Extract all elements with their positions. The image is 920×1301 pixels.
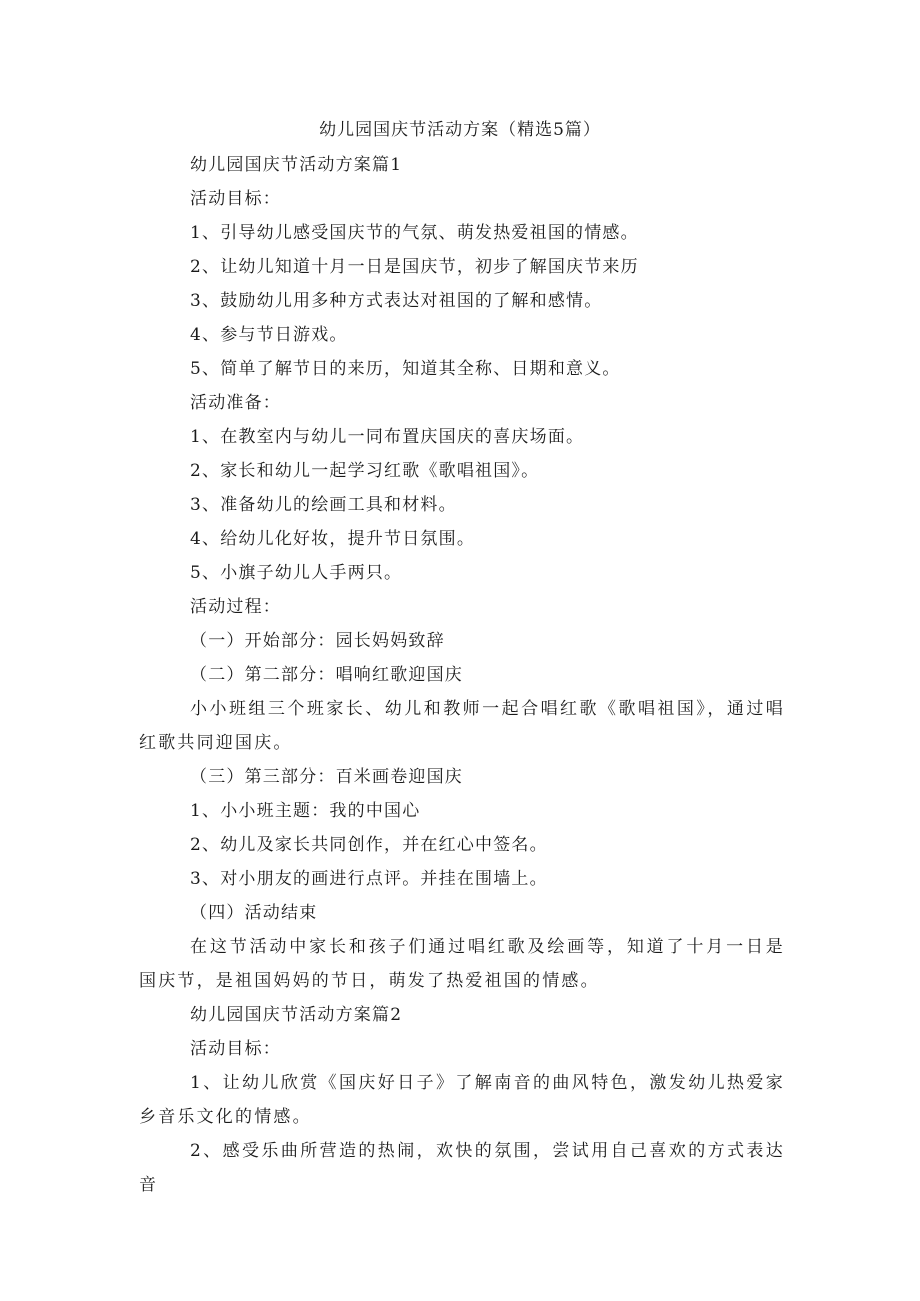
paragraph: （一）开始部分：园长妈妈致辞 <box>190 631 445 651</box>
subheading-goals-2: 活动目标： <box>190 1039 281 1059</box>
paragraph: 1、小小班主题：我的中国心 <box>190 801 421 821</box>
paragraph: 3、鼓励幼儿用多种方式表达对祖国的了解和感情。 <box>190 291 603 311</box>
paragraph: （三）第三部分：百米画卷迎国庆 <box>190 767 463 787</box>
paragraph: 4、给幼儿化好妆，提升节日氛围。 <box>190 529 476 549</box>
section-heading-1: 幼儿园国庆节活动方案篇1 <box>190 155 403 175</box>
paragraph: 2、家长和幼儿一起学习红歌《歌唱祖国》。 <box>190 461 540 481</box>
paragraph: （二）第二部分：唱响红歌迎国庆 <box>190 665 463 685</box>
paragraph: 2、感受乐曲所营造的热闹，欢快的氛围，尝试用自己喜欢的方式表达音 <box>139 1141 785 1195</box>
paragraph: 3、对小朋友的画进行点评。并挂在围墙上。 <box>190 869 548 889</box>
document-title: 幼儿园国庆节活动方案（精选5篇） <box>319 120 601 140</box>
paragraph: 1、引导幼儿感受国庆节的气氛、萌发热爱祖国的情感。 <box>190 223 639 243</box>
section-heading-2: 幼儿园国庆节活动方案篇2 <box>190 1005 403 1025</box>
paragraph: 在这节活动中家长和孩子们通过唱红歌及绘画等，知道了十月一日是国庆节，是祖国妈妈的节日，萌发了热爱祖国的情感。 <box>139 937 785 991</box>
paragraph: （四）活动结束 <box>190 903 318 923</box>
paragraph: 2、让幼儿知道十月一日是国庆节，初步了解国庆节来历 <box>190 257 639 277</box>
paragraph: 小小班组三个班家长、幼儿和教师一起合唱红歌《歌唱祖国》，通过唱红歌共同迎国庆。 <box>139 699 785 753</box>
subheading-process: 活动过程： <box>190 597 281 617</box>
subheading-goals-1: 活动目标： <box>190 189 281 209</box>
paragraph: 5、小旗子幼儿人手两只。 <box>190 563 403 583</box>
paragraph: 5、简单了解节日的来历，知道其全称、日期和意义。 <box>190 359 621 379</box>
paragraph: 1、让幼儿欣赏《国庆好日子》了解南音的曲风特色，激发幼儿热爱家乡音乐文化的情感。 <box>139 1073 785 1127</box>
paragraph: 1、在教室内与幼儿一同布置庆国庆的喜庆场面。 <box>190 427 585 447</box>
paragraph: 2、幼儿及家长共同创作，并在红心中签名。 <box>190 835 548 855</box>
document-body <box>139 148 785 1202</box>
paragraph: 4、参与节日游戏。 <box>190 325 348 345</box>
subheading-preparation: 活动准备： <box>190 393 281 413</box>
paragraph: 3、准备幼儿的绘画工具和材料。 <box>190 495 457 515</box>
